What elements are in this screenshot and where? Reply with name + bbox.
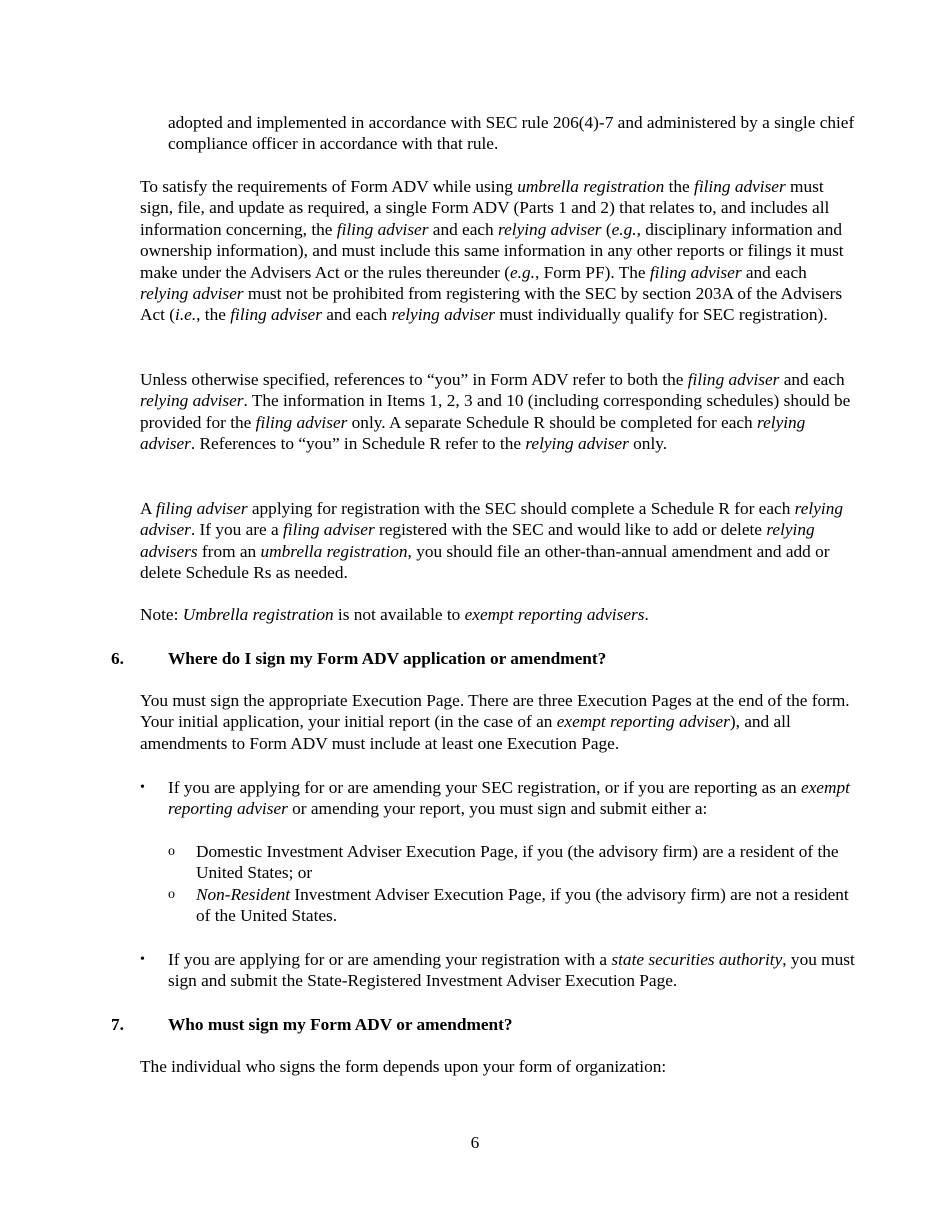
text-run: and each <box>741 262 807 282</box>
text-run: , you should file an other-than-annual amendment and add or delete Schedule Rs as needed. <box>140 541 830 583</box>
text-run: , Form PF). The <box>534 262 650 282</box>
sub-bullet-domestic <box>168 841 858 884</box>
text-run: . If you are a <box>190 520 283 540</box>
text-run: . References to “you” in Schedule R refer to the <box>190 434 526 454</box>
section-title: Who must sign my Form ADV or amendment? <box>168 1015 513 1034</box>
italic-term: relying adviser <box>140 412 806 454</box>
bullet-icon: • <box>140 780 145 795</box>
italic-term: umbrella registration <box>517 177 665 196</box>
italic-term: relying adviser <box>525 434 629 454</box>
paragraph-execution-page <box>140 690 858 754</box>
italic-term: relying adviser <box>140 499 843 540</box>
paragraph-references-to-you <box>140 369 858 455</box>
italic-term: state securities authority <box>611 950 783 969</box>
italic-term: filing adviser <box>694 177 786 196</box>
section-heading-6 <box>111 648 858 669</box>
text-run: Domestic Investment Adviser Execution Page, if you (the advisory firm) are a resident of the United States; or <box>196 842 839 883</box>
italic-term: relying adviser <box>391 305 496 325</box>
italic-term: exempt reporting adviser <box>168 778 850 819</box>
text-run: only. A separate Schedule R should be completed for each <box>347 412 758 432</box>
paragraph-umbrella-requirements <box>140 176 858 326</box>
circle-bullet-icon: o <box>168 844 175 859</box>
text-run: Investment Adviser Execution Page, if you (the advisory firm) are not a resident of the United States. <box>196 885 849 926</box>
text-run: the <box>664 177 695 196</box>
text-run: applying for registration with the SEC should complete a Schedule R for each <box>247 499 795 518</box>
italic-term: e.g. <box>510 262 535 282</box>
text-run: Note: <box>140 605 183 624</box>
bullet-text <box>168 777 858 820</box>
sub-bullet-text <box>196 841 858 884</box>
italic-term: filing adviser <box>155 499 248 518</box>
text-run: You must sign the appropriate Execution Page. There are three Execution Pages at the end of the form. Your initial application, your initial report (in the case of an <box>140 691 850 732</box>
section-number: 7. <box>111 1015 124 1034</box>
italic-term: relying adviser <box>498 219 602 239</box>
text-run: A <box>140 499 156 518</box>
text-run: must sign, file, and update as required, a single Form ADV (Parts 1 and 2) that relates to, and includes all information concerning, the <box>140 177 830 239</box>
text-run: , the <box>196 305 231 325</box>
section-title: Where do I sign my Form ADV application or amendment? <box>168 649 607 668</box>
text-run: and each <box>428 219 499 239</box>
paragraph-compliance-officer <box>168 112 858 155</box>
page-number: 6 <box>470 1133 480 1152</box>
text-run: and each <box>321 305 392 325</box>
text-run: , you must sign and submit the State-Registered Investment Adviser Execution Page. <box>168 950 855 991</box>
italic-term: relying advisers <box>140 520 815 561</box>
text-run: The individual who signs the form depends upon your form of organization: <box>140 1057 667 1076</box>
bullet-item-sec-registration <box>140 777 858 820</box>
italic-term: filing adviser <box>230 305 322 325</box>
paragraph-who-signs <box>140 1056 858 1077</box>
italic-term: relying adviser <box>140 284 244 304</box>
text-run: To satisfy the requirements of Form ADV while using <box>140 177 518 196</box>
text-run: only. <box>628 434 668 454</box>
italic-term: exempt reporting advisers <box>464 605 645 624</box>
text-run: ( <box>601 219 612 239</box>
text-run: ), and all amendments to Form ADV must include at least one Execution Page. <box>140 712 791 753</box>
text-run: If you are applying for or are amending your SEC registration, or if you are reporting as an <box>168 778 801 797</box>
section-heading-7 <box>111 1014 858 1035</box>
bullet-item-state-registration <box>140 949 858 992</box>
sub-bullet-text <box>196 884 858 927</box>
section-number: 6. <box>111 649 124 668</box>
italic-term: filing adviser <box>255 412 348 432</box>
sub-bullet-non-resident <box>168 884 858 927</box>
bullet-text <box>168 949 858 992</box>
italic-term: i.e. <box>175 305 197 325</box>
italic-term: filing adviser <box>687 370 780 389</box>
text-run: . The information in Items 1, 2, 3 and 10 (including corresponding schedules) should be provided for the <box>140 391 851 432</box>
text-run: If you are applying for or are amending your registration with a <box>168 950 612 969</box>
text-run: . <box>644 605 649 624</box>
text-run: must individually qualify for SEC registration). <box>495 305 828 325</box>
text-run: or amending your report, you must sign and submit either a: <box>287 799 708 819</box>
text-run: adopted and implemented in accordance with SEC rule 206(4)-7 and administered by a single chief compliance officer in accordance with that rule. <box>168 113 855 154</box>
text-run: registered with the SEC and would like to add or delete <box>374 520 767 540</box>
italic-term: e.g. <box>611 219 637 239</box>
text-run: from an <box>197 541 261 561</box>
italic-term: Umbrella registration <box>182 605 334 624</box>
italic-term: Non-Resident <box>196 885 291 904</box>
text-run: and each <box>779 370 845 389</box>
paragraph-note <box>140 604 858 625</box>
paragraph-schedule-r <box>140 498 858 584</box>
text-run: Unless otherwise specified, references to “you” in Form ADV refer to both the <box>140 370 688 389</box>
italic-term: filing adviser <box>283 520 375 540</box>
italic-term: umbrella registration <box>260 541 408 561</box>
italic-term: relying adviser <box>140 391 244 411</box>
text-run: must not be prohibited from registering with the SEC by section 203A of the Advisers Act ( <box>140 284 843 325</box>
italic-term: filing adviser <box>649 262 742 282</box>
italic-term: exempt reporting adviser <box>556 712 730 732</box>
text-run: is not available to <box>333 605 465 624</box>
bullet-icon: • <box>140 952 145 967</box>
circle-bullet-icon: o <box>168 887 175 902</box>
italic-term: filing adviser <box>336 219 429 239</box>
text-run: , disciplinary information and ownership information), and must include this same information in any other reports or filings it must make under the Advisers Act or the rules thereunder ( <box>140 219 844 282</box>
